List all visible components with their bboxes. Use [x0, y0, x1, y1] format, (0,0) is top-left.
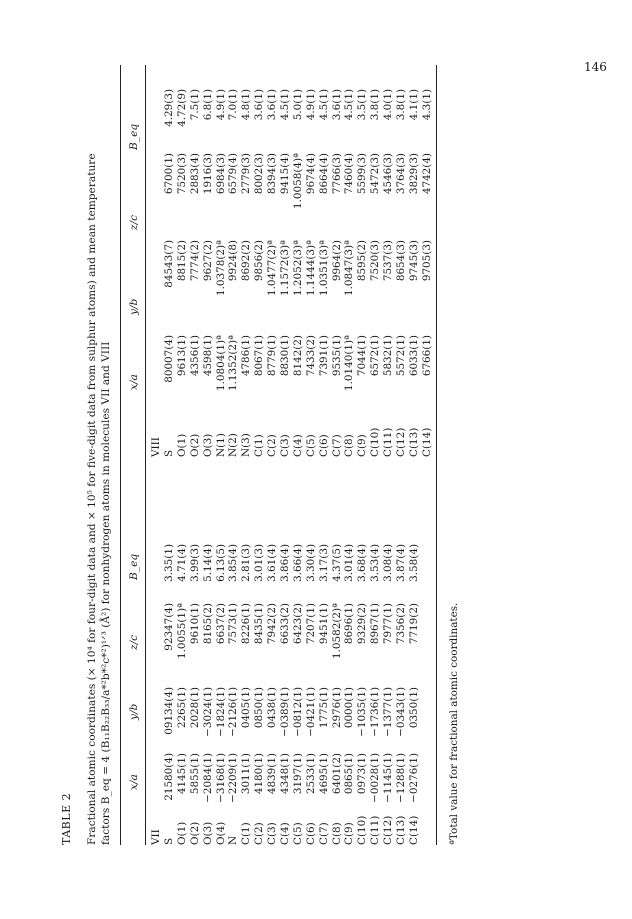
- table-cell: 8692(2): [240, 240, 253, 282]
- table-cell: 7.0(1): [227, 89, 240, 121]
- table-cell: 3.35(1): [163, 544, 175, 582]
- table-cell: C(14): [407, 815, 420, 845]
- table-cell: C(6): [304, 822, 317, 845]
- table-cell: 3197(1): [291, 753, 304, 795]
- table-cell: C(4): [279, 822, 292, 845]
- table-cell: 2028(1): [188, 687, 201, 729]
- table-cell: 4742(4): [420, 153, 433, 195]
- table-caption-line-2: factors B_eq = 4 (B₁₁B₂₂B₃₃/a*²b*²c*²)¹ᐟ³ (Å²) for nonhydrogen atoms in molecules VII and VIII: [100, 341, 112, 845]
- header-right-col-2: y/b: [128, 298, 140, 315]
- table-cell: 4.0(1): [382, 89, 395, 121]
- table-cell: C(8): [343, 434, 356, 457]
- table-cell: 8654(3): [395, 240, 408, 282]
- table-cell: 6.8(1): [201, 89, 214, 121]
- table-cell: 1.0582(2)ª: [330, 603, 343, 660]
- table-cell: −0343(1): [395, 687, 408, 737]
- table-cell: 9745(3): [407, 240, 420, 282]
- right-table-column-1: [163, 417, 434, 457]
- table-cell: 6766(1): [420, 335, 433, 377]
- table-cell: 4348(1): [279, 753, 292, 795]
- table-cell: 9964(2): [330, 240, 343, 282]
- table-cell: 0405(1): [240, 687, 253, 729]
- table-cell: 3.99(3): [188, 544, 201, 582]
- top-rule: [120, 65, 121, 845]
- table-cell: −0028(1): [369, 753, 382, 803]
- table-cell: C(2): [253, 822, 266, 845]
- table-cell: 3011(1): [240, 753, 253, 795]
- table-cell: 3.8(1): [369, 89, 382, 121]
- table-cell: 9924(8): [227, 240, 240, 282]
- table-cell: 3.01(3): [253, 544, 266, 582]
- table-cell: 4.9(1): [304, 89, 317, 121]
- table-cell: 0850(1): [253, 687, 266, 729]
- header-left-col-3: z/c: [128, 634, 140, 650]
- table-cell: −1035(1): [356, 687, 369, 737]
- table-cell: 8664(4): [317, 153, 330, 195]
- table-cell: 6401(2): [330, 753, 343, 795]
- table-cell: −0276(1): [407, 753, 420, 803]
- table-cell: 6572(1): [369, 335, 382, 377]
- table-cell: C(14): [420, 427, 433, 457]
- table-cell: N(3): [240, 433, 253, 457]
- table-cell: C(11): [382, 427, 395, 457]
- table-cell: O(3): [201, 821, 214, 845]
- table-cell: −1824(1): [214, 687, 227, 737]
- table-cell: 1.1572(3)ª: [279, 240, 292, 297]
- right-table-column-5: [163, 89, 434, 145]
- table-cell: 09134(4): [163, 687, 175, 735]
- table-cell: −3024(1): [201, 687, 214, 737]
- table-cell: 8165(2): [201, 603, 214, 645]
- table-cell: 5855(1): [188, 753, 201, 795]
- table-cell: C(13): [407, 427, 420, 457]
- table-cell: 4546(3): [382, 153, 395, 195]
- table-cell: 8394(3): [266, 153, 279, 195]
- table-cell: 8142(2): [291, 335, 304, 377]
- table-cell: 1.0055(1)ª: [175, 603, 188, 660]
- table-cell: 3.5(1): [356, 89, 369, 121]
- table-cell: 9451(1): [317, 603, 330, 645]
- table-cell: 4786(1): [240, 335, 253, 377]
- table-cell: 7520(3): [175, 153, 188, 195]
- table-cell: 1.0477(2)ª: [266, 240, 279, 297]
- table-cell: O(3): [201, 433, 214, 457]
- table-cell: 7391(1): [317, 335, 330, 377]
- table-cell: 9674(4): [304, 153, 317, 195]
- table-cell: C(9): [343, 822, 356, 845]
- table-cell: 4.5(1): [279, 89, 292, 121]
- table-cell: C(11): [369, 815, 382, 845]
- left-molecule-label: VII: [150, 829, 162, 845]
- table-cell: 7942(2): [266, 603, 279, 645]
- table-cell: N: [227, 835, 240, 845]
- table-cell: 21580(4): [163, 753, 175, 801]
- table-cell: 7356(2): [395, 603, 408, 645]
- table-cell: 1.1352(2)ª: [227, 335, 240, 392]
- table-cell: 8435(1): [253, 603, 266, 645]
- table-cell: C(8): [330, 822, 343, 845]
- table-cell: C(3): [266, 822, 279, 845]
- table-cell: −3168(1): [214, 753, 227, 803]
- table-cell: 4598(1): [201, 335, 214, 377]
- table-cell: 4.29(3): [163, 89, 175, 127]
- left-table-column-2: [163, 753, 421, 805]
- table-cell: C(10): [369, 427, 382, 457]
- table-cell: 7207(1): [304, 603, 317, 645]
- table-cell: 4.37(5): [330, 544, 343, 582]
- table-cell: 1.0058(4)ª: [291, 153, 304, 210]
- table-cell: 3.53(4): [369, 544, 382, 582]
- table-cell: 5472(3): [369, 153, 382, 195]
- table-cell: 0973(1): [356, 753, 369, 795]
- table-cell: C(4): [291, 434, 304, 457]
- table-cell: 1.0140(1)ª: [343, 335, 356, 392]
- table-cell: 4.8(1): [240, 89, 253, 121]
- table-cell: 3.86(4): [279, 544, 292, 582]
- table-cell: 1.1444(3)ª: [304, 240, 317, 297]
- table-cell: 6637(2): [214, 603, 227, 645]
- table-cell: 3.85(4): [227, 544, 240, 582]
- table-cell: 5599(3): [356, 153, 369, 195]
- left-table-column-3: [163, 687, 421, 745]
- table-cell: C(1): [253, 434, 266, 457]
- table-cell: 0865(1): [343, 753, 356, 795]
- left-table-column-4: [163, 603, 421, 685]
- table-cell: 7719(2): [407, 603, 420, 645]
- table-cell: 7520(3): [369, 240, 382, 282]
- table-cell: 2533(1): [304, 753, 317, 795]
- table-cell: 3.6(1): [266, 89, 279, 121]
- table-cell: 6033(1): [407, 335, 420, 377]
- table-cell: 4.5(1): [317, 89, 330, 121]
- table-cell: 9627(2): [201, 240, 214, 282]
- table-cell: O(1): [175, 433, 188, 457]
- header-left-col-2: y/b: [128, 703, 140, 720]
- table-cell: 80007(4): [163, 335, 175, 383]
- table-cell: 3.87(4): [395, 544, 408, 582]
- table-cell: 3.30(4): [304, 544, 317, 582]
- table-cell: 9705(3): [420, 240, 433, 282]
- table-cell: C(9): [356, 434, 369, 457]
- table-cell: 8226(1): [240, 603, 253, 645]
- table-cell: 8830(1): [279, 335, 292, 377]
- table-caption-line-1: Fractional atomic coordinates (× 10⁴ for four-digit data and × 10⁵ for five-digit data from sulphur atoms) and mean temperature: [86, 153, 98, 845]
- table-cell: −1145(1): [382, 753, 395, 803]
- header-right-col-1: x/a: [128, 374, 140, 390]
- header-right-col-3: z/c: [128, 214, 140, 230]
- table-cell: 8002(3): [253, 153, 266, 195]
- table-cell: C(12): [395, 427, 408, 457]
- table-cell: 2883(4): [188, 153, 201, 195]
- table-cell: 4695(1): [317, 753, 330, 795]
- table-cell: 6700(1): [163, 153, 175, 195]
- table-cell: C(5): [291, 822, 304, 845]
- table-cell: C(5): [304, 434, 317, 457]
- table-cell: O(1): [175, 821, 188, 845]
- table-cell: N(1): [214, 433, 227, 457]
- table-cell: 6579(4): [227, 153, 240, 195]
- table-cell: −0421(1): [304, 687, 317, 737]
- table-cell: 3829(3): [407, 153, 420, 195]
- table-cell: 1.0378(2)ª: [214, 240, 227, 297]
- table-footnote: ªTotal value for fractional atomic coordinates.: [448, 602, 460, 845]
- table-cell: 9415(4): [279, 153, 292, 195]
- table-cell: 8967(1): [369, 603, 382, 645]
- table-cell: S: [163, 837, 175, 845]
- table-cell: 0438(1): [266, 687, 279, 729]
- table-cell: 8815(2): [175, 240, 188, 282]
- bottom-rule: [436, 65, 437, 845]
- table-cell: −1288(1): [395, 753, 408, 803]
- table-cell: 5572(1): [395, 335, 408, 377]
- table-cell: N(2): [227, 433, 240, 457]
- rotated-table-page: [60, 65, 580, 845]
- table-cell: 7774(2): [188, 240, 201, 282]
- table-cell: 9613(1): [175, 335, 188, 377]
- table-cell: 9856(2): [253, 240, 266, 282]
- table-cell: O(2): [188, 821, 201, 845]
- table-cell: 3.68(4): [356, 544, 369, 582]
- page-number: 146: [584, 60, 607, 74]
- table-cell: 3.6(1): [253, 89, 266, 121]
- table-cell: 92347(4): [163, 603, 175, 651]
- table-cell: 4.3(1): [420, 89, 433, 121]
- right-table-column-2: [163, 335, 434, 417]
- table-cell: 1916(3): [201, 153, 214, 195]
- table-cell: 3.6(1): [330, 89, 343, 121]
- table-cell: 5832(1): [382, 335, 395, 377]
- right-molecule-label: VIII: [150, 437, 162, 457]
- table-cell: C(13): [395, 815, 408, 845]
- header-right-col-4: B_eq: [128, 123, 140, 150]
- table-cell: 5.0(1): [291, 89, 304, 121]
- table-cell: 2265(1): [175, 687, 188, 729]
- table-cell: 7433(2): [304, 335, 317, 377]
- table-cell: 2976(1): [330, 687, 343, 729]
- table-cell: 6.13(5): [214, 544, 227, 582]
- table-cell: −2126(1): [227, 687, 240, 737]
- table-cell: 4180(1): [253, 753, 266, 795]
- table-cell: 1.0351(3)ª: [317, 240, 330, 297]
- header-rule: [145, 65, 146, 845]
- table-cell: 8067(1): [253, 335, 266, 377]
- table-cell: −0812(1): [291, 687, 304, 737]
- table-cell: 9610(1): [188, 603, 201, 645]
- table-cell: −1736(1): [369, 687, 382, 737]
- table-cell: 2779(3): [240, 153, 253, 195]
- table-cell: 7766(3): [330, 153, 343, 195]
- table-cell: 3764(3): [395, 153, 408, 195]
- table-cell: 1.0847(3)ª: [343, 240, 356, 297]
- table-cell: 4.1(1): [407, 89, 420, 121]
- table-cell: −2209(1): [227, 753, 240, 803]
- left-table-column-5: [163, 544, 421, 600]
- table-cell: C(6): [317, 434, 330, 457]
- table-cell: 7460(4): [343, 153, 356, 195]
- table-cell: 6984(3): [214, 153, 227, 195]
- table-cell: 4839(1): [266, 753, 279, 795]
- table-cell: 7537(3): [382, 240, 395, 282]
- table-cell: 0350(1): [407, 687, 420, 729]
- table-cell: 8779(1): [266, 335, 279, 377]
- table-cell: 7044(1): [356, 335, 369, 377]
- table-title: TABLE 2: [60, 792, 73, 845]
- table-cell: C(7): [317, 822, 330, 845]
- table-cell: 2.81(3): [240, 544, 253, 582]
- table-cell: 3.17(3): [317, 544, 330, 582]
- table-cell: 1.2052(3)ª: [291, 240, 304, 297]
- table-cell: 4.71(4): [175, 544, 188, 582]
- table-cell: −2084(1): [201, 753, 214, 803]
- left-table-column-1: [163, 805, 421, 845]
- table-cell: 8696(1): [343, 603, 356, 645]
- table-cell: 3.66(4): [291, 544, 304, 582]
- header-left-col-1: x/a: [128, 774, 140, 790]
- table-cell: 9535(1): [330, 335, 343, 377]
- table-cell: 6423(2): [291, 603, 304, 645]
- table-cell: 3.58(4): [407, 544, 420, 582]
- table-cell: 1775(1): [317, 687, 330, 729]
- table-cell: 3.8(1): [395, 89, 408, 121]
- table-cell: C(1): [240, 822, 253, 845]
- table-cell: 0000(1): [343, 687, 356, 729]
- table-cell: 7573(1): [227, 603, 240, 645]
- table-cell: 6633(2): [279, 603, 292, 645]
- table-cell: 5.14(4): [201, 544, 214, 582]
- table-cell: 3.01(4): [343, 544, 356, 582]
- table-cell: 84543(7): [163, 240, 175, 288]
- table-cell: C(7): [330, 434, 343, 457]
- table-cell: 4.5(1): [343, 89, 356, 121]
- table-cell: 8595(2): [356, 240, 369, 282]
- table-cell: −0389(1): [279, 687, 292, 737]
- right-table-column-4: [163, 153, 434, 235]
- table-cell: 4356(1): [188, 335, 201, 377]
- header-left-col-4: B_eq: [128, 553, 140, 580]
- table-cell: 3.08(4): [382, 544, 395, 582]
- table-cell: O(4): [214, 821, 227, 845]
- table-cell: 4.72(9): [175, 89, 188, 127]
- table-cell: 4.9(1): [214, 89, 227, 121]
- table-cell: C(2): [266, 434, 279, 457]
- table-cell: C(12): [382, 815, 395, 845]
- table-cell: 7977(1): [382, 603, 395, 645]
- table-cell: S: [163, 449, 175, 457]
- table-cell: 3.61(4): [266, 544, 279, 582]
- right-table-column-3: [163, 240, 434, 330]
- table-cell: −1377(1): [382, 687, 395, 737]
- table-cell: O(2): [188, 433, 201, 457]
- table-cell: 4145(1): [175, 753, 188, 795]
- table-cell: 9329(2): [356, 603, 369, 645]
- table-cell: C(3): [279, 434, 292, 457]
- table-cell: C(10): [356, 815, 369, 845]
- table-cell: 1.0804(1)ª: [214, 335, 227, 392]
- table-cell: 7.5(1): [188, 89, 201, 121]
